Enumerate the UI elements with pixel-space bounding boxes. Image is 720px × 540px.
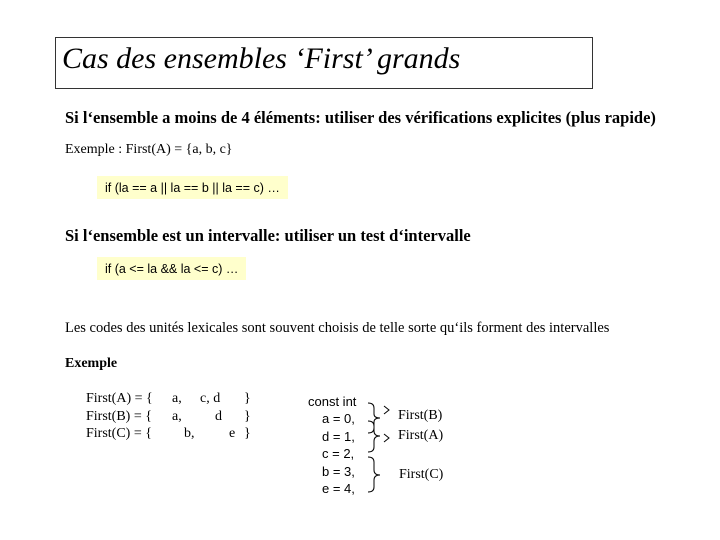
note-token-codes: Les codes des unités lexicales sont souvent choisis de telle sorte qu‘ils forment des intervalles <box>65 320 610 336</box>
example-first-a: Exemple : First(A) = {a, b, c} <box>65 142 233 157</box>
brace-a-joiner <box>384 434 389 442</box>
first-b-end: } <box>244 408 251 424</box>
first-a-c1: a, <box>172 391 182 406</box>
slide-title: Cas des ensembles ‘First’ grands <box>62 42 461 75</box>
brace-label-first-a: First(A) <box>398 428 444 443</box>
brace-first-a <box>368 421 380 452</box>
brace-b-joiner <box>384 406 389 414</box>
first-a-end: } <box>244 391 251 406</box>
const-item-c: c = 2, <box>322 446 355 461</box>
const-item-b: b = 3, <box>322 463 355 479</box>
first-c-c2: e <box>229 426 236 441</box>
brace-first-c <box>368 457 380 492</box>
first-c-lhs: First(C) = { <box>86 426 152 441</box>
code-interval-test: if (a <= la && la <= c) … <box>97 257 246 280</box>
const-item-a: a = 0, <box>322 411 355 426</box>
point-interval: Si l‘ensemble est un intervalle: utiliser un test d‘intervalle <box>65 226 471 245</box>
code-explicit-check: if (la == a || la == b || la == c) … <box>97 176 288 199</box>
const-item-d: d = 1, <box>322 428 355 444</box>
first-a-lhs: First(A) = { <box>86 391 153 406</box>
brace-label-first-c: First(C) <box>399 467 444 482</box>
brace-label-first-b: First(B) <box>398 408 443 423</box>
example-heading: Exemple <box>65 356 118 371</box>
first-a-c2: c, d <box>200 391 221 406</box>
first-c-end: } <box>244 426 251 441</box>
point-small-set: Si l‘ensemble a moins de 4 éléments: utiliser des vérifications explicites (plus rapide) <box>65 108 656 127</box>
first-b-c2: d <box>215 408 222 424</box>
const-item-e: e = 4, <box>322 481 355 496</box>
first-b-lhs: First(B) = { <box>86 408 152 424</box>
first-c-c1: b, <box>184 426 195 441</box>
const-int-header: const int <box>308 394 357 409</box>
first-b-c1: a, <box>172 408 182 424</box>
